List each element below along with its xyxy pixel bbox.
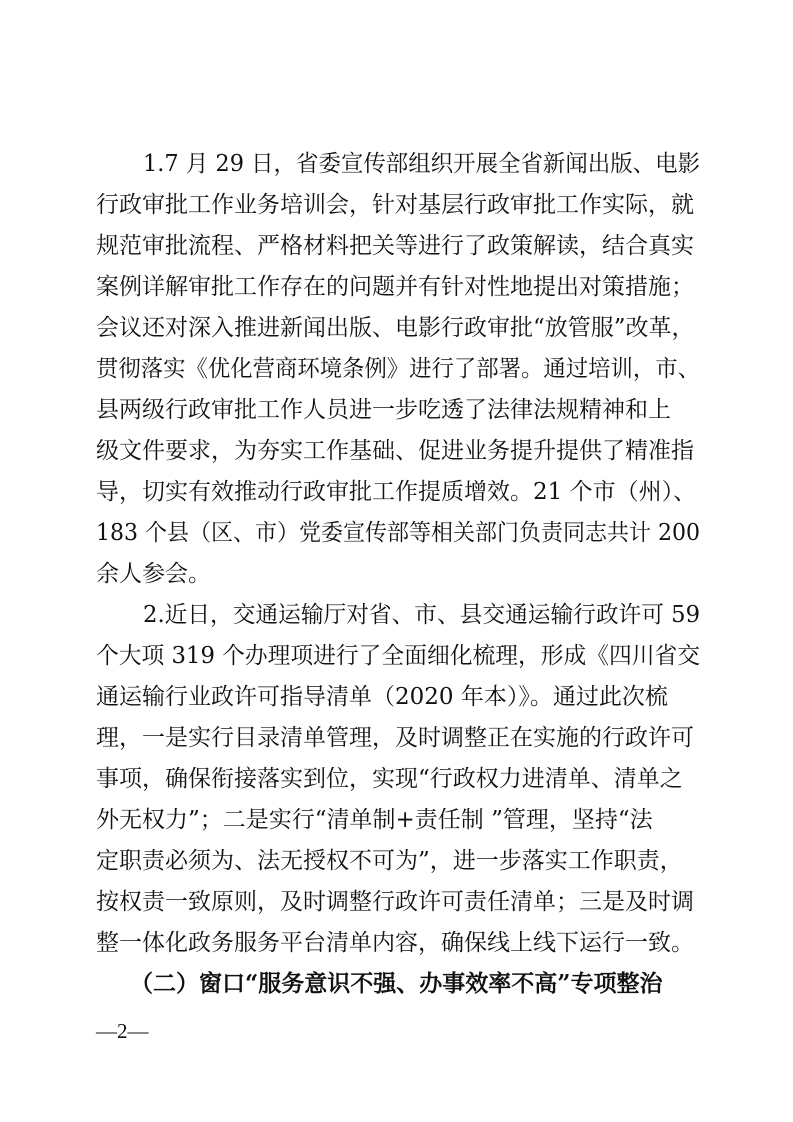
- paragraph-line: 个大项 319 个办理项进行了全面细化梳理，形成《四川省交: [96, 643, 700, 669]
- paragraph-line: 县两级行政审批工作人员进一步吃透了法律法规精神和上: [96, 397, 671, 423]
- paragraph-line: 183 个县（区、市）党委宣传部等相关部门负责同志共计 200: [96, 520, 701, 546]
- paragraph-line: 贯彻落实《优化营商环境条例》进行了部署。通过培训，市、: [96, 356, 700, 382]
- paragraph-line: 定职责必须为、法无授权不可为”，进一步落实工作职责，: [96, 848, 683, 874]
- paragraph-line: 2.近日，交通运输厅对省、市、县交通运输行政许可 59: [143, 602, 701, 628]
- paragraph-line: 级文件要求，为夯实工作基础、促进业务提升提供了精准指: [96, 438, 694, 464]
- paragraph-line: 外无权力”；二是实行“清单制+责任制 ”管理，坚持“法: [96, 807, 653, 833]
- paragraph-line: 规范审批流程、严格材料把关等进行了政策解读，结合真实: [96, 233, 694, 259]
- paragraph-line: 按权责一致原则，及时调整行政许可责任清单；三是及时调: [96, 889, 694, 915]
- paragraph-line: 导，切实有效推动行政审批工作提质增效。21 个市（州）、: [96, 479, 697, 505]
- paragraph-line: 理，一是实行目录清单管理，及时调整正在实施的行政许可: [96, 725, 694, 751]
- paragraph-line: 余人参会。: [96, 561, 211, 587]
- paragraph-line: 行政审批工作业务培训会，针对基层行政审批工作实际，就: [96, 192, 694, 218]
- page-number: —2—: [96, 1019, 149, 1043]
- section-heading: （二）窗口“服务意识不强、办事效率不高”专项整治: [130, 970, 663, 997]
- paragraph-line: 通运输行业政许可指导清单（2020 年本）》。通过此次梳: [96, 684, 668, 710]
- paragraph-line: 案例详解审批工作存在的问题并有针对性地提出对策措施；: [96, 274, 694, 300]
- paragraph-line: 事项，确保衔接落实到位，实现“行政权力进清单、清单之: [96, 766, 683, 792]
- paragraph-line: 整一体化政务服务平台清单内容，确保线上线下运行一致。: [96, 930, 694, 956]
- paragraph-line: 1.7 月 29 日，省委宣传部组织开展全省新闻出版、电影: [143, 151, 701, 177]
- paragraph-line: 会议还对深入推进新闻出版、电影行政审批“放管服”改革，: [96, 315, 695, 341]
